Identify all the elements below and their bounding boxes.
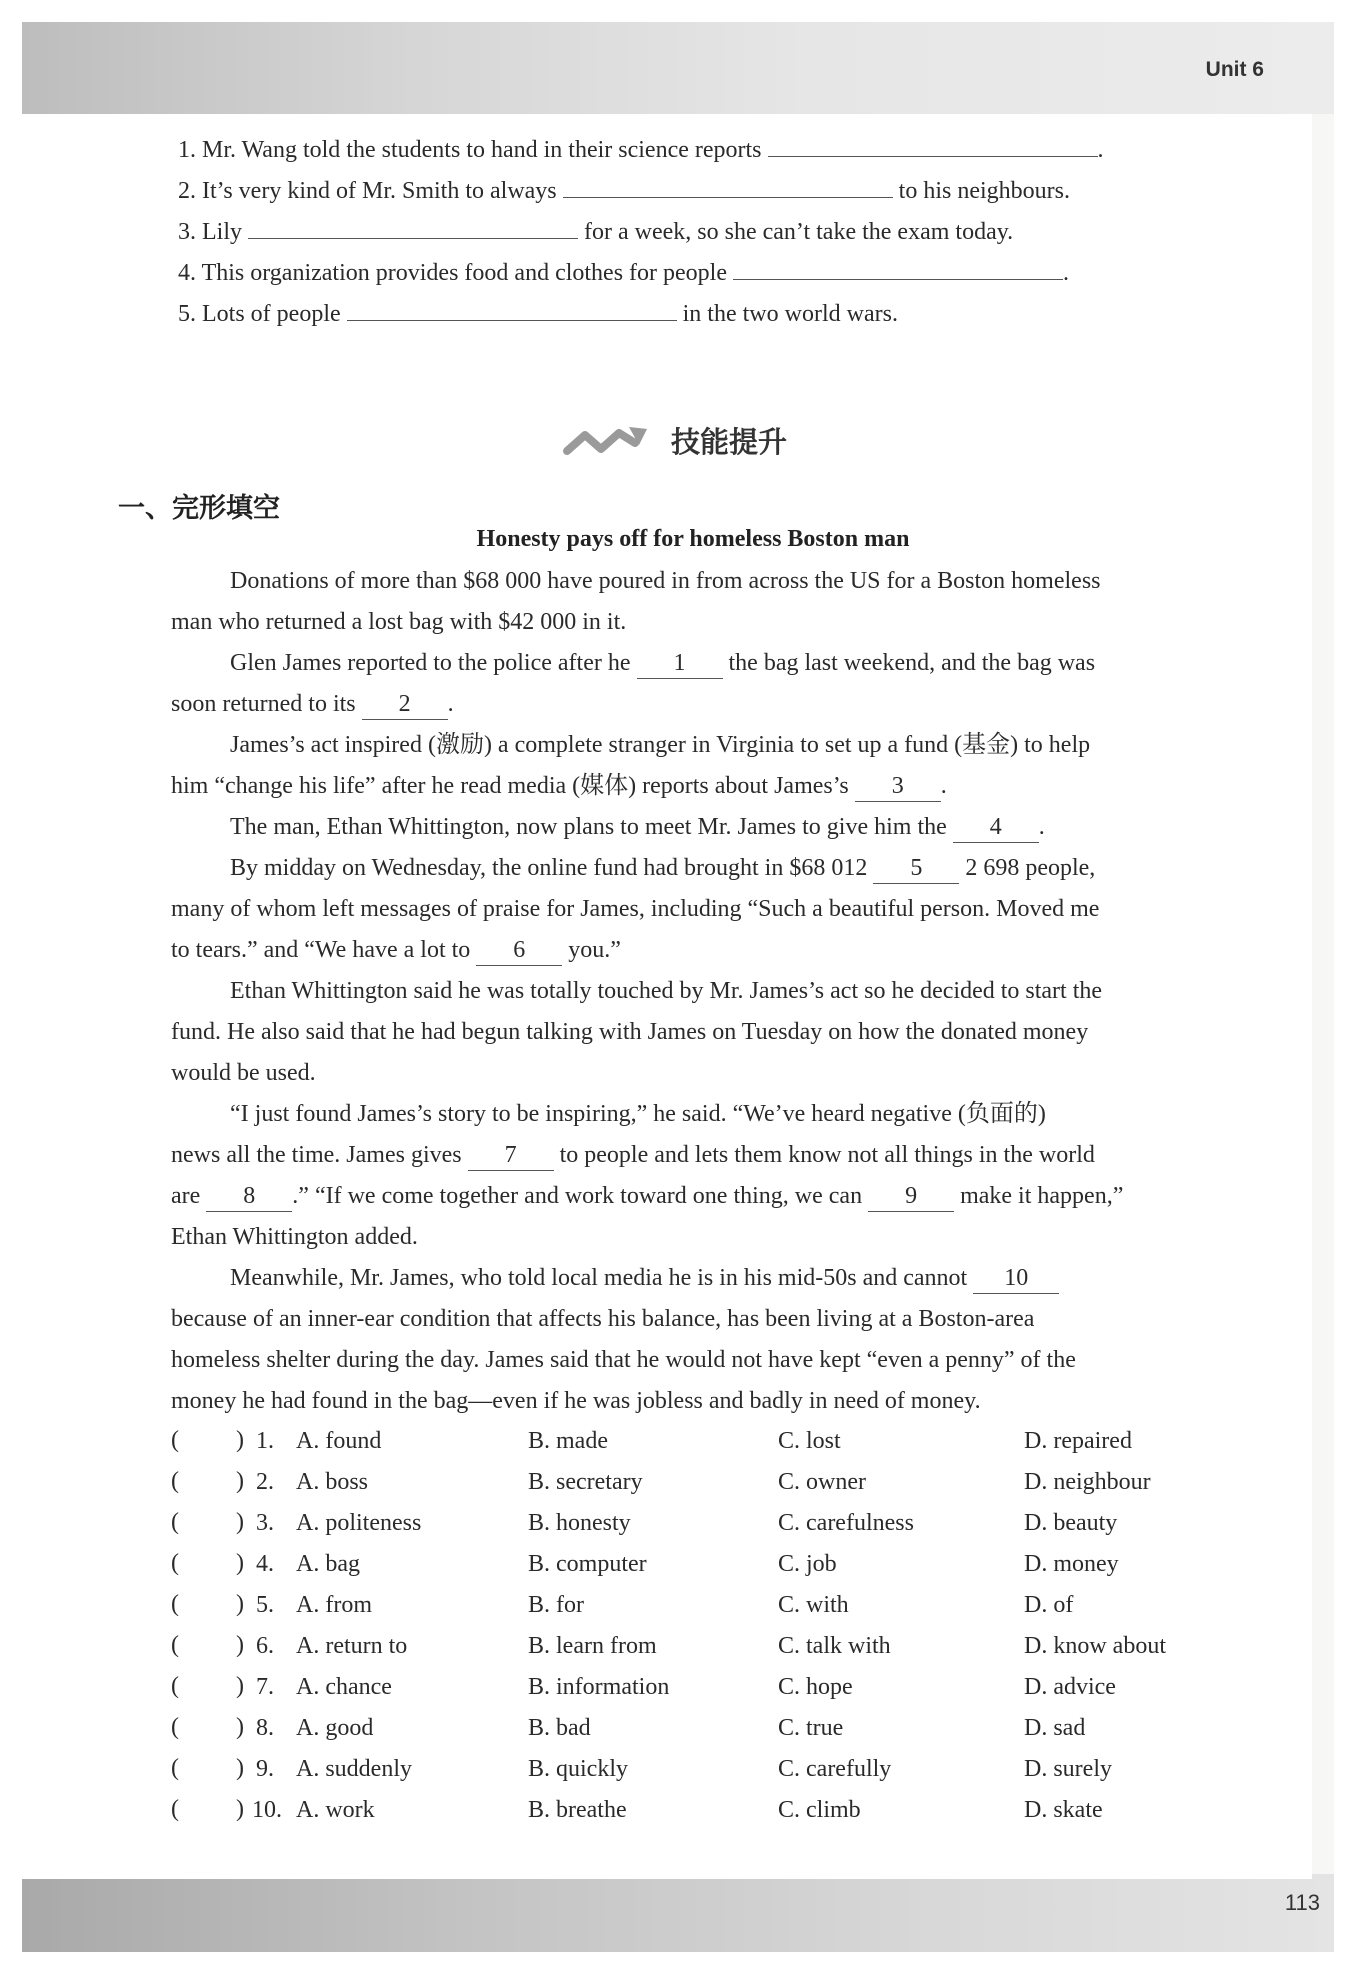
passage-line: many of whom left messages of praise for James, including “Such a beautiful person. Moved me <box>171 896 1100 922</box>
option-a[interactable]: A. found <box>296 1428 382 1454</box>
option-b[interactable]: B. secretary <box>528 1469 643 1495</box>
option-c[interactable]: C. true <box>778 1715 844 1741</box>
option-b[interactable]: B. quickly <box>528 1756 628 1782</box>
option-a[interactable]: A. from <box>296 1592 372 1618</box>
header-band <box>22 22 1334 114</box>
answer-paren-open[interactable]: ( <box>171 1550 179 1576</box>
fill-in-sentence-3: 3. Lily for a week, so she can’t take the exam today. <box>178 216 1013 247</box>
question-number: 7. <box>256 1674 274 1700</box>
question-number: 10. <box>252 1797 282 1823</box>
option-a[interactable]: A. politeness <box>296 1510 422 1536</box>
passage-title: Honesty pays off for homeless Boston man <box>476 526 910 552</box>
passage-line: The man, Ethan Whittington, now plans to meet Mr. James to give him the 4 . <box>230 812 1045 843</box>
option-b[interactable]: B. breathe <box>528 1797 627 1823</box>
answer-paren-close: ) <box>236 1632 244 1658</box>
page-number: 113 <box>1284 1890 1320 1915</box>
question-number: 6. <box>256 1633 274 1659</box>
cloze-blank[interactable]: 9 <box>868 1181 954 1212</box>
option-b[interactable]: B. for <box>528 1592 584 1618</box>
option-d[interactable]: D. advice <box>1024 1674 1116 1700</box>
passage-line: Ethan Whittington added. <box>171 1224 418 1250</box>
option-b[interactable]: B. made <box>528 1428 608 1454</box>
option-d[interactable]: D. beauty <box>1024 1510 1118 1536</box>
question-number: 4. <box>256 1551 274 1577</box>
answer-paren-open[interactable]: ( <box>171 1755 179 1781</box>
option-a[interactable]: A. bag <box>296 1551 360 1577</box>
passage-line: Glen James reported to the police after he 1 the bag last weekend, and the bag was <box>230 648 1095 679</box>
option-c[interactable]: C. hope <box>778 1674 853 1700</box>
option-c[interactable]: C. lost <box>778 1428 841 1454</box>
question-number: 5. <box>256 1592 274 1618</box>
option-d[interactable]: D. of <box>1024 1592 1074 1618</box>
option-b[interactable]: B. honesty <box>528 1510 631 1536</box>
passage-line: news all the time. James gives 7 to people and lets them know not all things in the world <box>171 1140 1095 1171</box>
unit-label: Unit 6 <box>1205 58 1264 81</box>
option-c[interactable]: C. talk with <box>778 1633 891 1659</box>
passage-line: are 8 .” “If we come together and work toward one thing, we can 9 make it happen,” <box>171 1181 1123 1212</box>
part-title: 一、完形填空 <box>118 493 280 524</box>
cloze-blank[interactable]: 1 <box>637 648 723 679</box>
passage-line: Donations of more than $68 000 have poured in from across the US for a Boston homeless <box>230 568 1101 594</box>
answer-paren-open[interactable]: ( <box>171 1632 179 1658</box>
passage-line: him “change his life” after he read media (媒体) reports about James’s 3 . <box>171 771 947 802</box>
answer-blank[interactable] <box>347 298 677 321</box>
passage-line: “I just found James’s story to be inspiring,” he said. “We’ve heard negative (负面的) <box>230 1101 1046 1127</box>
option-c[interactable]: C. carefully <box>778 1756 892 1782</box>
cloze-blank[interactable]: 3 <box>855 771 941 802</box>
passage-line: homeless shelter during the day. James said that he would not have kept “even a penny” of the <box>171 1347 1076 1373</box>
section-heading: 技能提升 <box>0 420 1350 461</box>
fill-in-sentence-4: 4. This organization provides food and clothes for people . <box>178 257 1069 288</box>
option-a[interactable]: A. work <box>296 1797 375 1823</box>
option-d[interactable]: D. sad <box>1024 1715 1086 1741</box>
fill-in-sentence-5: 5. Lots of people in the two world wars. <box>178 298 898 329</box>
question-number: 9. <box>256 1756 274 1782</box>
answer-paren-open[interactable]: ( <box>171 1427 179 1453</box>
cloze-blank[interactable]: 2 <box>362 689 448 720</box>
passage-line: to tears.” and “We have a lot to 6 you.” <box>171 935 621 966</box>
answer-blank[interactable] <box>768 134 1098 157</box>
footer-band <box>22 1874 1334 1952</box>
answer-blank[interactable] <box>733 257 1063 280</box>
answer-paren-close: ) <box>236 1550 244 1576</box>
option-a[interactable]: A. return to <box>296 1633 408 1659</box>
option-b[interactable]: B. bad <box>528 1715 591 1741</box>
option-d[interactable]: D. neighbour <box>1024 1469 1151 1495</box>
option-c[interactable]: C. owner <box>778 1469 866 1495</box>
answer-paren-open[interactable]: ( <box>171 1509 179 1535</box>
answer-paren-close: ) <box>236 1427 244 1453</box>
fill-in-sentence-1: 1. Mr. Wang told the students to hand in their science reports . <box>178 134 1104 165</box>
answer-paren-close: ) <box>236 1673 244 1699</box>
question-number: 3. <box>256 1510 274 1536</box>
answer-blank[interactable] <box>563 175 893 198</box>
option-a[interactable]: A. chance <box>296 1674 392 1700</box>
cloze-blank[interactable]: 4 <box>953 812 1039 843</box>
question-number: 2. <box>256 1469 274 1495</box>
passage-line: James’s act inspired (激励) a complete stranger in Virginia to set up a fund (基金) to help <box>230 732 1091 758</box>
cloze-blank[interactable]: 6 <box>476 935 562 966</box>
answer-paren-close: ) <box>236 1755 244 1781</box>
passage-line: Ethan Whittington said he was totally touched by Mr. James’s act so he decided to start the <box>230 978 1103 1004</box>
option-d[interactable]: D. skate <box>1024 1797 1103 1823</box>
answer-paren-open[interactable]: ( <box>171 1714 179 1740</box>
answer-paren-close: ) <box>236 1591 244 1617</box>
answer-blank[interactable] <box>248 216 578 239</box>
passage-line: because of an inner-ear condition that affects his balance, has been living at a Boston-area <box>171 1306 1035 1332</box>
cloze-blank[interactable]: 8 <box>206 1181 292 1212</box>
option-b[interactable]: B. learn from <box>528 1633 657 1659</box>
answer-paren-open[interactable]: ( <box>171 1591 179 1617</box>
option-a[interactable]: A. boss <box>296 1469 369 1495</box>
passage-line: By midday on Wednesday, the online fund had brought in $68 012 5 2 698 people, <box>230 853 1095 884</box>
passage-line: man who returned a lost bag with $42 000 in it. <box>171 609 627 635</box>
answer-paren-close: ) <box>236 1509 244 1535</box>
passage-line: fund. He also said that he had begun talking with James on Tuesday on how the donated money <box>171 1019 1089 1045</box>
answer-paren-close: ) <box>236 1468 244 1494</box>
option-c[interactable]: C. job <box>778 1551 837 1577</box>
cloze-blank[interactable]: 10 <box>973 1263 1059 1294</box>
option-d[interactable]: D. know about <box>1024 1633 1166 1659</box>
option-c[interactable]: C. with <box>778 1592 849 1618</box>
fill-in-sentence-2: 2. It’s very kind of Mr. Smith to always to his neighbours. <box>178 175 1070 206</box>
answer-paren-close: ) <box>236 1796 244 1822</box>
cloze-blank[interactable]: 7 <box>468 1140 554 1171</box>
option-a[interactable]: A. good <box>296 1715 374 1741</box>
question-number: 1. <box>256 1428 274 1454</box>
answer-paren-open[interactable]: ( <box>171 1673 179 1699</box>
cloze-blank[interactable]: 5 <box>873 853 959 884</box>
option-c[interactable]: C. carefulness <box>778 1510 914 1536</box>
answer-paren-close: ) <box>236 1714 244 1740</box>
passage-line: money he had found in the bag—even if he was jobless and badly in need of money. <box>171 1388 981 1414</box>
answer-paren-open[interactable]: ( <box>171 1796 179 1822</box>
option-a[interactable]: A. suddenly <box>296 1756 412 1782</box>
question-number: 8. <box>256 1715 274 1741</box>
option-b[interactable]: B. computer <box>528 1551 647 1577</box>
answer-paren-open[interactable]: ( <box>171 1468 179 1494</box>
passage-line: soon returned to its 2 . <box>171 689 454 720</box>
option-d[interactable]: D. surely <box>1024 1756 1112 1782</box>
option-c[interactable]: C. climb <box>778 1797 861 1823</box>
option-b[interactable]: B. information <box>528 1674 670 1700</box>
passage-line: Meanwhile, Mr. James, who told local media he is in his mid-50s and cannot 10 <box>230 1263 1059 1294</box>
trend-arrow-icon <box>563 423 649 459</box>
passage-line: would be used. <box>171 1060 316 1086</box>
option-d[interactable]: D. money <box>1024 1551 1119 1577</box>
option-d[interactable]: D. repaired <box>1024 1428 1132 1454</box>
